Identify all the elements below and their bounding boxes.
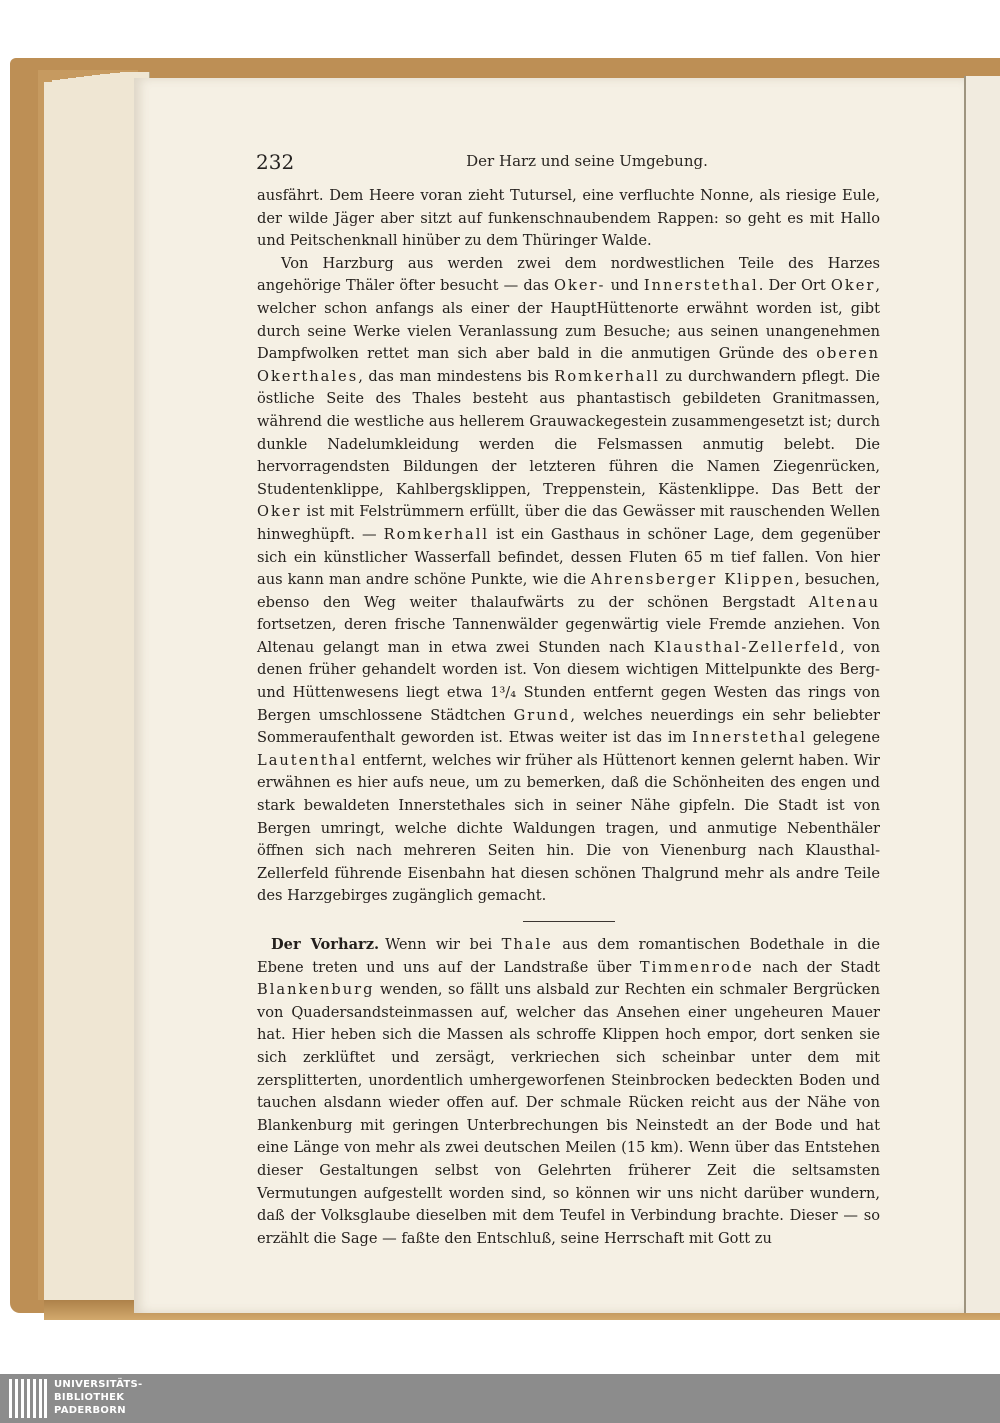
spaced-term: Thale	[501, 936, 553, 953]
text-run: , besuchen, ebenso den Weg weiter thalaufwärts zu der schönen Bergstadt	[257, 571, 880, 611]
spaced-term: Timmenrode	[639, 958, 754, 976]
spaced-term: Klausthal-Zellerfeld	[653, 638, 841, 656]
text-run: Wenn wir bei	[385, 936, 502, 953]
text-run: , das man mindestens bis	[358, 367, 555, 385]
spaced-term: Oker	[257, 503, 302, 521]
text-run: . Der Ort	[758, 277, 831, 295]
spaced-term: Oker-	[554, 277, 606, 295]
text-run: gelegene	[806, 729, 880, 747]
facing-page-edge	[964, 76, 1000, 1313]
library-name	[54, 1378, 143, 1417]
text-run: wenden, so fällt uns alsbald zur Rechten ein schmaler Bergrücken von Quadersandsteinmassen auf, welcher das Ansehen einer ungeheuren Mauer hat. Hier heben sich die Massen als schroffe Klippen hoch empor, dort senken sie sich zerklüftet und zersägt, verkriechen sich scheinbar unter dem mit zersplitterten, unordentlich umhergeworfenen Steinbrocken bedeckten Boden und tauchen alsdann wieder offen auf. Der schmale Rücken reicht aus der Nähe von Blankenburg mit geringen Unterbrechungen bis Neinstedt an der Bode und hat eine Länge von mehr als zwei deutschen Meilen (15 km). Wenn über das Entstehen dieser Gestaltungen selbst von Gelehrten früherer Zeit die seltsamsten Vermutungen aufgestellt worden sind, so können wir uns nicht darüber wundern, daß der Volksglaube dieselben mit dem Teufel in Verbindung brachte. Dieser — so erzählt die Sage — faßte den Entschluß, seine Herrschaft mit Gott zu	[257, 981, 880, 1247]
spaced-term: Ahrensberger Klippen	[590, 571, 796, 589]
spaced-term: oberen Okerthales	[257, 345, 880, 385]
spaced-term: Innerstethal	[692, 729, 807, 747]
text-run: ist mit Felstrümmern erfüllt, über die das Gewässer mit rauschenden Wellen hinweghüpft. —	[257, 503, 880, 543]
text-run: ist ein Gasthaus in schöner Lage, dem gegenüber sich ein künstlicher Wasserfall befindet, dessen Fluten 65 m tief fallen. Von hier aus kann man andre schöne Punkte, wie die	[257, 525, 880, 589]
text-run: und	[605, 277, 644, 295]
paragraph-3	[257, 934, 880, 1250]
spaced-term: Oker	[830, 277, 876, 295]
page-header	[256, 150, 878, 180]
text-run: nach der Stadt	[753, 958, 880, 976]
library-footer-bar	[0, 1374, 1000, 1423]
text-run: zu durchwandern pflegt. Die östliche Seite des Thales besteht aus phantastisch gebildeten Granitmassen, während die westliche aus hellerem Grauwackegestein zusammengesetzt ist; durch dunkle Nadelumkleidung werden die Felsmassen anmutig belebt. Die hervorragendsten Bildungen der letzteren führen die Namen Ziegenrücken, Studentenklippe, Kahlbergsklippen, Treppenstein, Kästenklippe. Das Bett der	[257, 367, 880, 498]
section-heading: Der Vorharz.	[271, 936, 380, 953]
running-head: Der Harz und seine Umgebung.	[466, 152, 708, 170]
page-number: 232	[256, 150, 295, 174]
spaced-term: Lautenthal	[257, 751, 358, 769]
text-run: , von denen früher gehandelt worden ist. Von diesem wichtigen Mittelpunkte des Berg- und Hüttenwesens liegt etwa 1³/₄ Stunden entfernt gegen Westen das rings von Bergen umschlossene Städtchen	[257, 638, 880, 724]
text-run: aus dem romantischen Bodethale in die Ebene treten und uns auf der Landstraße über	[257, 936, 880, 976]
spaced-term: Altenau	[808, 593, 880, 611]
text-run: , welcher schon anfangs als einer der HauptHüttenorte erwähnt worden ist, gibt durch seine Werke vielen Veranlassung zum Besuche; aus seinen unangenehmen Dampfwolken rettet man sich aber bald in die anmutigen Gründe des	[257, 277, 880, 363]
spaced-term: Romkerhall	[383, 525, 490, 543]
spaced-term: Romkerhall	[554, 367, 660, 385]
text-run: Von Harzburg aus werden zwei dem nordwestlichen Teile des Harzes angehörige Thäler öfter besucht — das	[257, 254, 880, 295]
spaced-term: Blankenburg	[257, 981, 375, 999]
library-name-line: UNIVERSITÄTS-	[54, 1379, 143, 1390]
library-name-line: BIBLIOTHEK	[54, 1392, 125, 1403]
text-run: , welches neuerdings ein sehr beliebter Sommeraufenthalt geworden ist. Etwas weiter ist das im	[257, 706, 880, 747]
library-name-line: PADERBORN	[54, 1405, 126, 1416]
paragraph-1: ausfährt. Dem Heere voran zieht Tutursel, eine verfluchte Nonne, als riesige Eule, der wilde Jäger aber sitzt auf funkenschnaubendem Rappen: so geht es mit Hallo und Peitschenknall hinüber zu dem Thüringer Walde.	[257, 187, 880, 250]
paragraph-2	[257, 253, 880, 908]
text-run: fortsetzen, deren frische Tannenwälder gegenwärtig viele Fremde anziehen. Von Altenau gelangt man in etwa zwei Stunden nach	[257, 616, 880, 656]
text-run: entfernt, welches wir früher als Hüttenort kennen gelernt haben. Wir erwähnen es hier aufs neue, um zu bemerken, daß die Schönheiten des engen und stark bewaldeten Innerstethales sich in seiner Nähe gipfeln. Die Stadt ist von Bergen umringt, welche dichte Waldungen tragen, und anmutige Nebenthäler öffnen sich nach mehreren Seiten hin. Die von Vienenburg nach Klausthal-Zellerfeld führende Eisenbahn hat diesen schönen Thalgrund mehr als andre Teile des Harzgebirges zugänglich gemacht.	[257, 751, 880, 905]
text-block	[257, 185, 880, 1250]
section-divider	[523, 921, 615, 922]
spaced-term: Grund	[513, 706, 571, 724]
library-logo-icon	[6, 1377, 50, 1420]
spaced-term: Innerstethal	[643, 277, 759, 295]
